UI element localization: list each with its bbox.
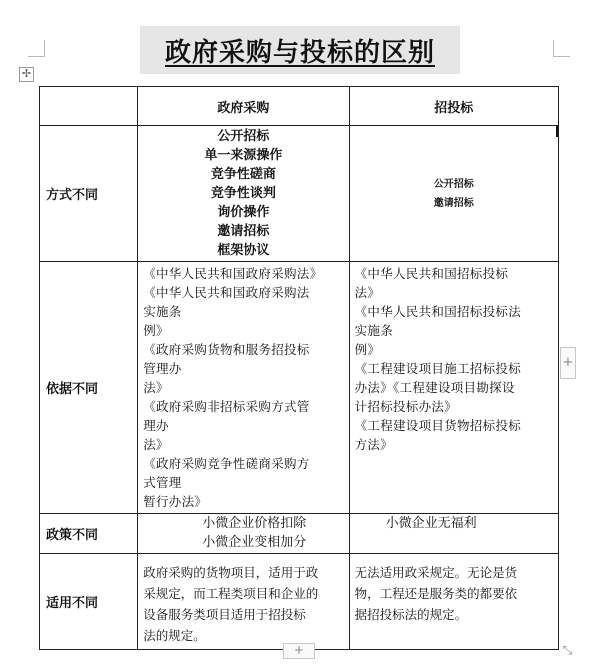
list-item: 邀请招标 (433, 197, 474, 209)
list-item: 方法》 (354, 437, 393, 452)
list-item: 理办 (143, 418, 169, 433)
text-cursor (556, 125, 558, 137)
list-item: 《工程建设项目货物招标投标 (354, 418, 521, 433)
list-item: 据招投标法的规定。 (354, 607, 468, 622)
list-item: 小微企业变相加分 (202, 535, 307, 550)
table-cell-empty[interactable] (40, 87, 138, 126)
list-item: 《政府采购竞争性磋商采购方 (143, 456, 310, 471)
cell-methods-gov[interactable] (138, 126, 349, 262)
cell-basis-bid[interactable] (349, 262, 558, 514)
list-item: 《政府采购非招标采购方式管 (143, 399, 310, 414)
cell-methods-bid[interactable] (349, 126, 558, 262)
list-item: 无法适用政采规定。无论是货 (354, 565, 518, 580)
list-item: 《中华人民共和国政府采购法》 (143, 266, 323, 281)
row-label-basis[interactable]: 依据不同 (40, 262, 138, 514)
cell-apply-bid[interactable] (349, 554, 558, 650)
cell-basis-gov[interactable] (138, 262, 349, 514)
list-item: 例》 (143, 323, 169, 338)
list-item: 竞争性磋商 (210, 167, 276, 182)
page-corner-mark-left (28, 40, 45, 57)
list-item: 政府采购的货物项目，适用于政 (143, 565, 319, 580)
list-item: 小微企业价格扣除 (202, 516, 307, 531)
list-item: 询价操作 (217, 205, 270, 220)
row-label-methods[interactable]: 方式不同 (40, 126, 138, 262)
list-item: 公开招标 (433, 178, 474, 190)
add-column-plus-icon[interactable]: + (283, 643, 315, 659)
add-row-plus-icon[interactable]: + (560, 347, 576, 379)
resize-icon[interactable]: ⤡ (562, 643, 573, 657)
list-item: 式管理 (143, 475, 182, 490)
table-row-basis (40, 262, 559, 514)
cell-policy-bid[interactable] (349, 514, 558, 554)
title-highlight (140, 26, 460, 74)
list-item: 计招标投标办法》 (354, 399, 457, 414)
list-item: 法》 (354, 285, 381, 300)
header-bidding[interactable]: 招投标 (349, 87, 558, 126)
table-row-apply (40, 554, 559, 650)
list-item: 办法》《工程建设项目勘探设 (354, 380, 515, 395)
list-item: 法》 (143, 380, 169, 395)
list-item: 实施条 (354, 323, 393, 338)
list-item: 暂行办法》 (143, 494, 208, 509)
list-item: 实施条 (143, 304, 182, 319)
list-item: 管理办 (143, 361, 182, 376)
list-item: 《中华人民共和国招标投标法 (354, 304, 521, 319)
table-row-methods (40, 126, 559, 262)
list-item: 设备服务类项目适用于招投标 (143, 607, 306, 622)
cell-apply-gov[interactable] (138, 554, 349, 650)
row-label-apply[interactable]: 适用不同 (40, 554, 138, 650)
cell-policy-gov[interactable] (138, 514, 349, 554)
comparison-table (39, 86, 559, 650)
list-item: 竞争性谈判 (210, 186, 276, 201)
list-item: 框架协议 (217, 243, 270, 258)
header-gov-procurement[interactable]: 政府采购 (138, 87, 349, 126)
list-item: 《中华人民共和国政府采购法 (143, 285, 310, 300)
list-item: 单一来源操作 (204, 148, 283, 163)
list-item: 法》 (143, 437, 169, 452)
list-item: 公开招标 (217, 129, 270, 144)
page-corner-mark-right (553, 40, 570, 57)
row-label-policy[interactable]: 政策不同 (40, 514, 138, 554)
table-row-policy (40, 514, 559, 554)
list-item: 邀请招标 (217, 224, 270, 239)
table-header-row (40, 87, 559, 126)
list-item: 法的规定。 (143, 628, 206, 643)
list-item: 《工程建设项目施工招标投标 (354, 361, 521, 376)
list-item: 小微企业无福利 (385, 516, 477, 531)
list-item: 《政府采购货物和服务招投标 (143, 342, 310, 357)
list-item: 例》 (354, 342, 381, 357)
list-item: 《中华人民共和国招标投标 (354, 266, 509, 281)
list-item: 采规定，而工程类项目和企业的 (143, 586, 319, 601)
move-arrows-icon[interactable]: ✢ (19, 67, 34, 82)
document-title: 政府采购与投标的区别 (164, 38, 435, 68)
list-item: 物，工程还是服务类的都要依 (354, 586, 518, 601)
